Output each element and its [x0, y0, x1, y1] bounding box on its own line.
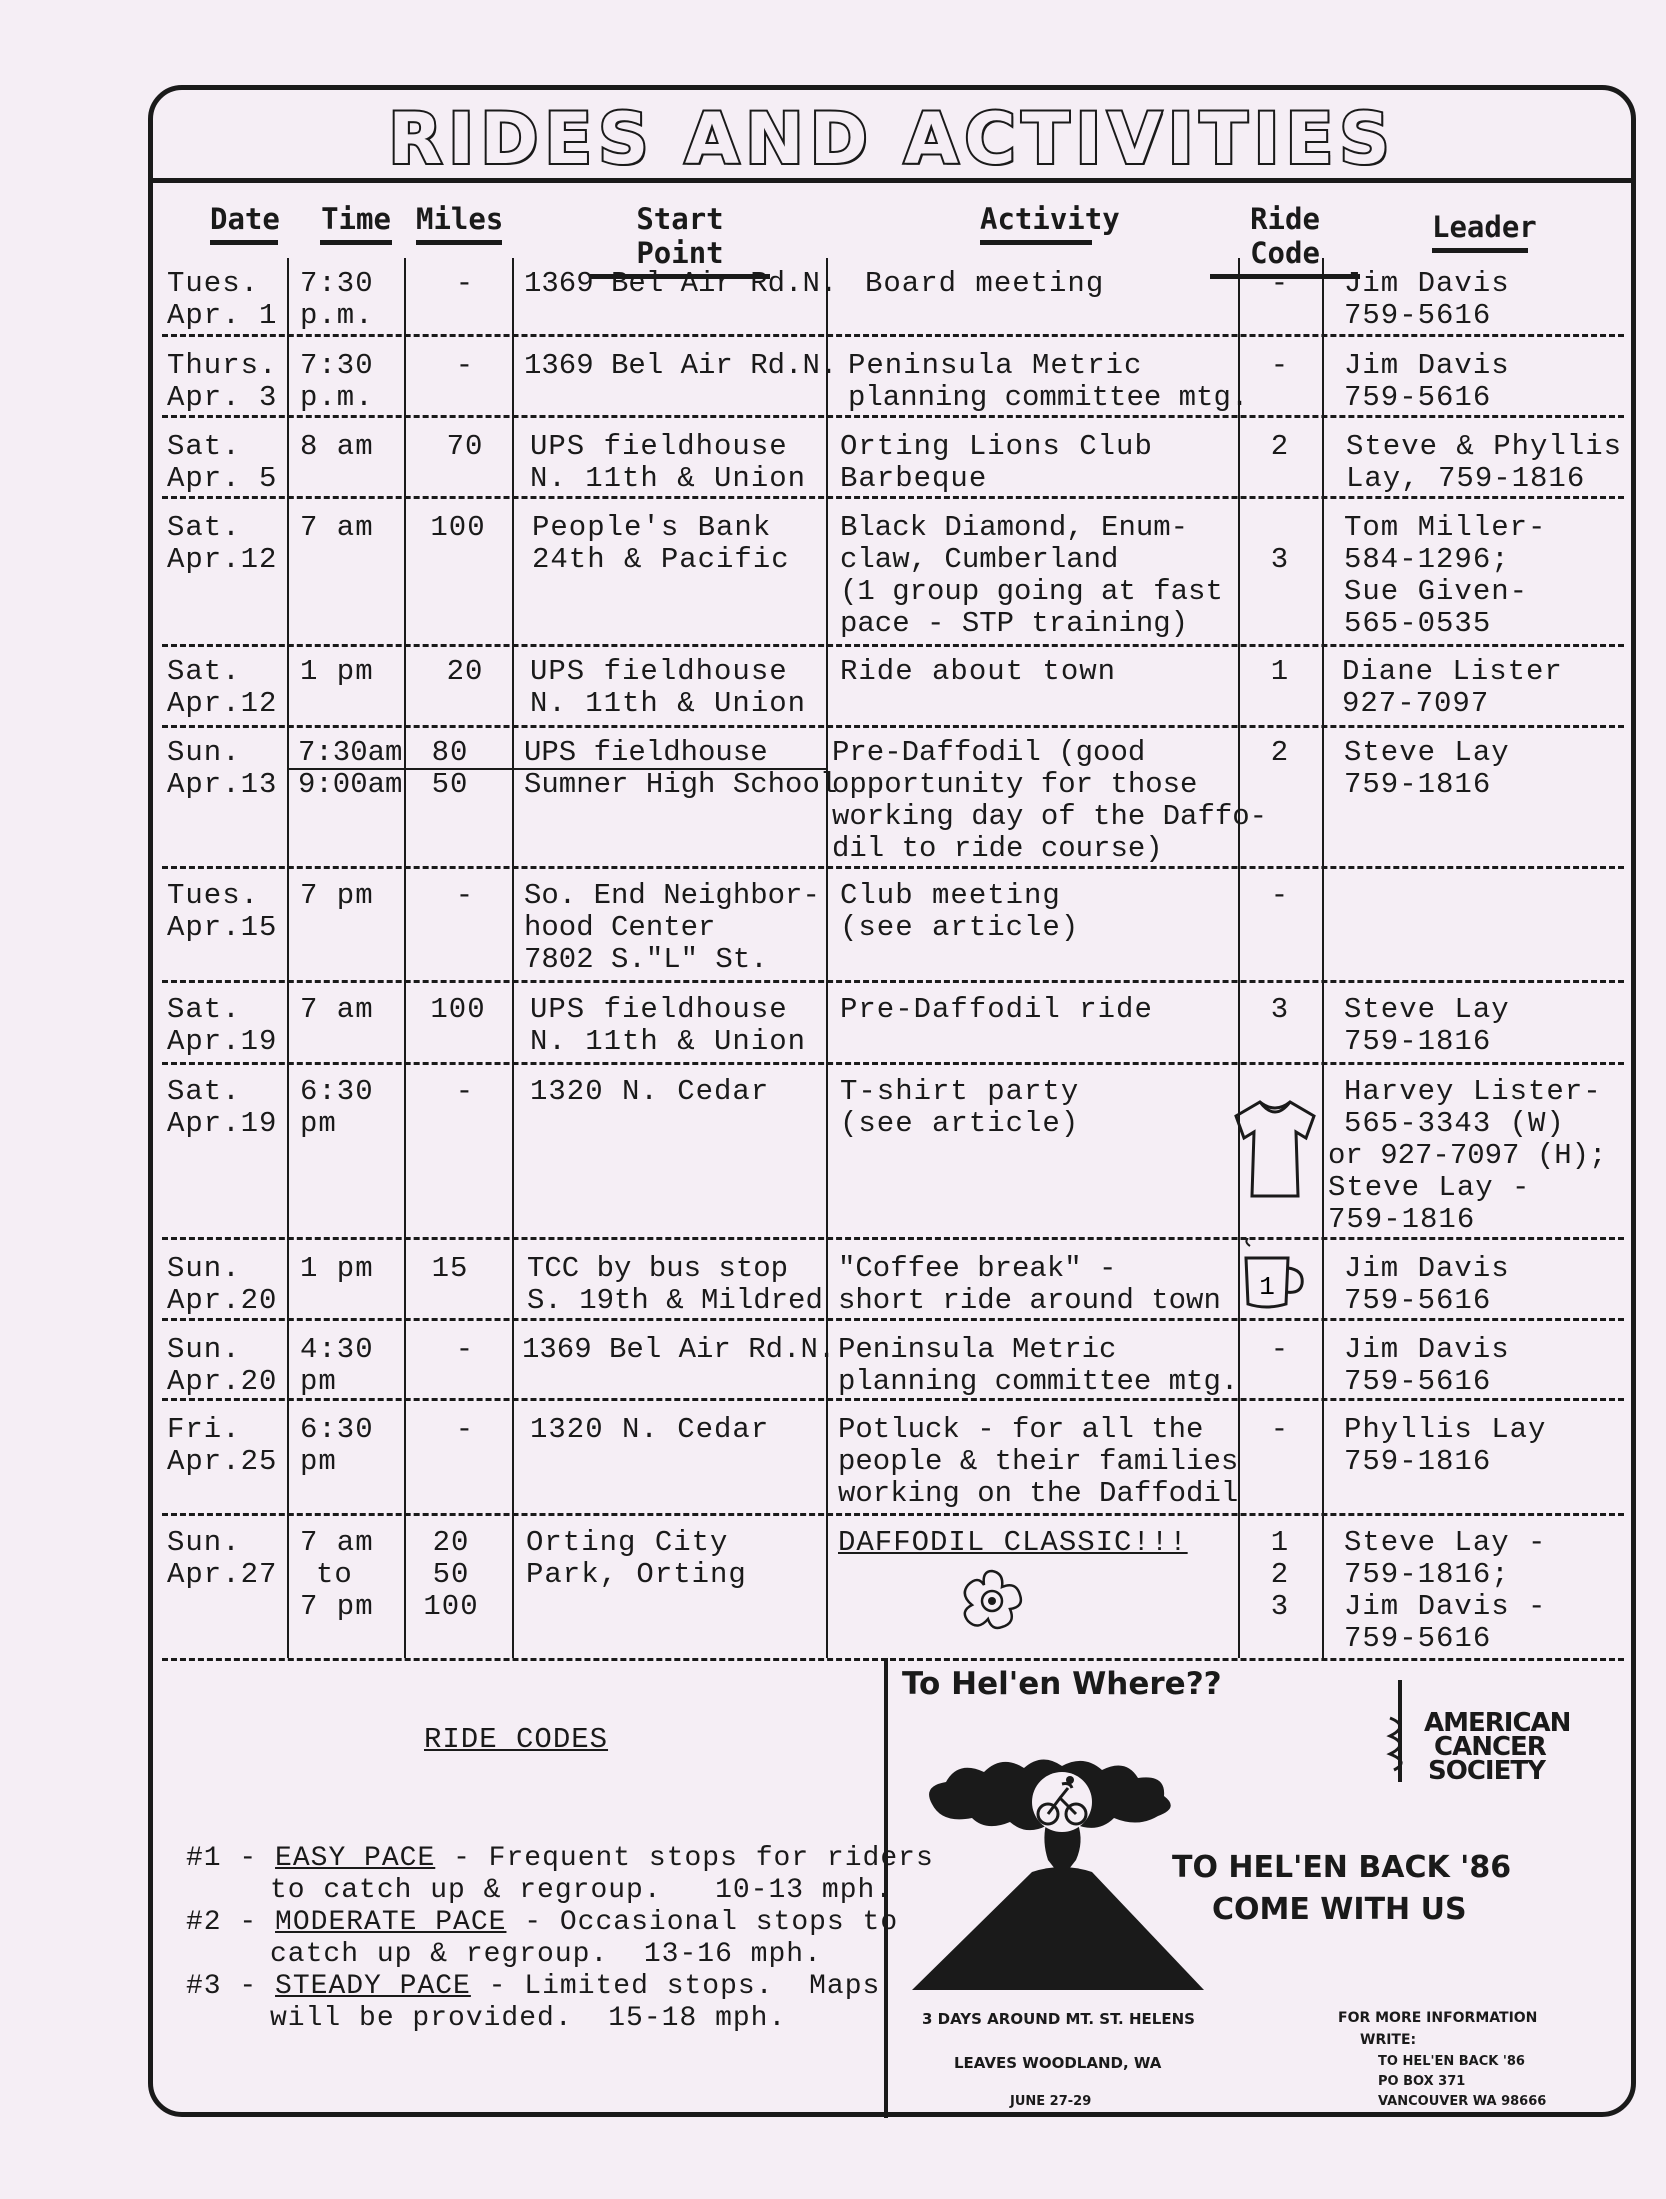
start-line: So. End Neighbor- [524, 879, 820, 912]
row7-code: - [1270, 879, 1290, 912]
col-line [404, 258, 406, 1658]
row5-miles: 20 [446, 655, 484, 688]
row10-leader [1344, 1253, 1510, 1317]
row1-leader [1344, 268, 1510, 332]
row-divider [162, 644, 1624, 647]
ad-contact-3: TO HEL'EN BACK '86 [1378, 2054, 1525, 2069]
row11-time [300, 1334, 374, 1398]
row10-time: 1 pm [300, 1252, 374, 1285]
row2-code: - [1270, 349, 1290, 382]
activity-line: pace - STP training) [840, 607, 1189, 640]
date-day: Sun. [167, 1526, 241, 1559]
start-line: Park, Orting [526, 1558, 747, 1591]
row-divider [162, 866, 1624, 869]
row8-time: 7 am [300, 993, 374, 1026]
row13-miles [408, 1527, 494, 1623]
header-start-point: Start Point [590, 202, 770, 279]
code-name: STEADY PACE [275, 1971, 471, 2002]
ride-code-3-cont: will be provided. 15-18 mph. [270, 2003, 787, 2034]
date-day: Sun. [167, 736, 241, 769]
date-day: Sat. [167, 993, 241, 1026]
header-time: Time [320, 202, 392, 245]
date-day: Sun. [167, 1252, 241, 1285]
row4-code: 3 [1270, 543, 1290, 576]
ad-contact-2: WRITE: [1360, 2032, 1417, 2048]
row3-code: 2 [1270, 430, 1290, 463]
date-day: Apr.19 [167, 1025, 278, 1058]
ad-contact-1: FOR MORE INFORMATION [1338, 2010, 1538, 2026]
row6-miles [420, 737, 480, 801]
row3-start [530, 431, 806, 495]
row9-miles: - [455, 1075, 475, 1108]
row4-start [532, 512, 790, 576]
miles-value: 50 [432, 1558, 470, 1591]
row9-start: 1320 N. Cedar [530, 1075, 770, 1108]
leader-line: Steve Lay - [1328, 1171, 1531, 1204]
caduceus-icon [1382, 1678, 1418, 1788]
header-ride-code: Ride Code [1210, 202, 1360, 279]
activity-line: (see article) [840, 911, 1080, 944]
row8-activity: Pre-Daffodil ride [840, 993, 1153, 1026]
date-day: Sat. [167, 1075, 241, 1108]
date-day: Apr. 5 [167, 462, 278, 495]
row9-activity [840, 1076, 1079, 1140]
row3-date [167, 431, 277, 495]
miles-value: 80 [431, 736, 469, 769]
row8-leader [1344, 994, 1510, 1058]
leader-line: 759-5616 [1344, 1622, 1492, 1655]
row5-date [167, 656, 277, 720]
col-line [826, 258, 828, 1658]
row5-time: 1 pm [300, 655, 374, 688]
ad-contact-5: VANCOUVER WA 98666 [1378, 2094, 1547, 2109]
row8-miles: 100 [430, 993, 486, 1026]
activity-line: Potluck - for all the [838, 1413, 1204, 1446]
row7-date [167, 880, 277, 944]
row10-date [167, 1253, 277, 1317]
leader-line: 927-7097 [1342, 687, 1490, 720]
leader-line: Jim Davis [1344, 349, 1510, 382]
cancer-society-logo [1382, 1678, 1582, 1788]
row4-date [167, 512, 277, 576]
row4-leader [1344, 512, 1546, 640]
date-day: Sun. [167, 1333, 241, 1366]
row-divider [162, 1658, 1624, 1661]
daffodil-icon [956, 1565, 1028, 1637]
org-line-2: CANCER [1434, 1732, 1546, 1762]
code-value: 3 [1270, 1590, 1290, 1623]
leader-line: Steve Lay [1344, 736, 1510, 769]
leader-line: Diane Lister [1342, 655, 1563, 688]
ride-code-1 [186, 1843, 934, 1875]
date-day: Sat. [167, 430, 241, 463]
leader-line: 759-1816 [1344, 1445, 1492, 1478]
activity-line: Black Diamond, Enum- [840, 511, 1189, 544]
time-value: to [316, 1558, 353, 1591]
row13-leader [1344, 1527, 1546, 1655]
time-value: 4:30 [300, 1333, 374, 1366]
activity-line: Orting Lions Club [840, 430, 1153, 463]
start-line: N. 11th & Union [530, 687, 807, 720]
row3-miles: 70 [446, 430, 484, 463]
row11-miles: - [455, 1333, 475, 1366]
row-divider [162, 1398, 1624, 1401]
leader-line: 759-5616 [1344, 1365, 1492, 1398]
date-day: Apr.13 [167, 768, 278, 801]
leader-line: Tom Miller- [1344, 511, 1547, 544]
leader-line: 759-1816 [1328, 1203, 1476, 1236]
code-desc: - Frequent stops for riders [435, 1843, 934, 1874]
miles-value: 100 [423, 1590, 479, 1623]
row11-code: - [1270, 1333, 1290, 1366]
row10-activity [838, 1253, 1221, 1317]
row10-miles: 15 [431, 1252, 469, 1285]
leader-line: 759-5616 [1344, 1284, 1492, 1317]
activity-line: "Coffee break" - [838, 1252, 1117, 1285]
date-day: Thurs. [167, 349, 278, 382]
row9-time [300, 1076, 374, 1140]
row3-time: 8 am [300, 430, 374, 463]
row1-activity: Board meeting [865, 267, 1105, 300]
activity-line: planning committee mtg. [848, 381, 1249, 414]
ad-info-3: JUNE 27-29 [1010, 2094, 1092, 2109]
mug-label: 1 [1259, 1272, 1275, 1302]
time-value: 7:30 [300, 349, 374, 382]
date-day: Apr. 1 [167, 299, 278, 332]
row10-start [527, 1253, 823, 1317]
row-divider [162, 496, 1624, 499]
ad-headline: To Hel'en Where?? [902, 1666, 1222, 1702]
row12-miles: - [455, 1413, 475, 1446]
row12-date [167, 1414, 277, 1478]
header-leader: Leader [1432, 210, 1528, 253]
date-day: Apr.19 [167, 1107, 278, 1140]
org-line-3: SOCIETY [1428, 1756, 1545, 1786]
row7-start [524, 880, 820, 976]
row11-date [167, 1334, 277, 1398]
row1-start: 1369 Bel Air Rd.N. [524, 267, 838, 300]
ride-code-1-cont: to catch up & regroup. 10-13 mph. [270, 1875, 894, 1906]
row8-date [167, 994, 277, 1058]
leader-line: 565-3343 (W) [1344, 1107, 1565, 1140]
row2-date [167, 350, 277, 414]
leader-line: Steve Lay [1344, 993, 1510, 1026]
leader-line: Jim Davis [1344, 1252, 1510, 1285]
time-value: 7:30 [300, 267, 374, 300]
row9-date [167, 1076, 277, 1140]
leader-line: 759-1816; [1344, 1558, 1510, 1591]
time-value: 6:30 [300, 1413, 374, 1446]
row-divider [162, 725, 1624, 728]
activity-line: Club meeting [840, 879, 1061, 912]
coffee-mug-icon [1236, 1238, 1312, 1314]
row4-activity [840, 512, 1223, 640]
code-desc: - Limited stops. Maps [470, 1971, 881, 2002]
time-value: p.m. [300, 381, 374, 414]
leader-line: or 927-7097 (H); [1328, 1139, 1607, 1172]
row2-leader [1344, 350, 1510, 414]
activity-line: working day of the Daffo- [832, 800, 1268, 833]
row13-date [167, 1527, 277, 1591]
row3-activity [840, 431, 1153, 495]
row12-activity [838, 1414, 1238, 1510]
leader-line: Lay, 759-1816 [1346, 462, 1586, 495]
start-line: Orting City [526, 1526, 729, 1559]
row4-miles: 100 [430, 511, 486, 544]
code-number: #1 - [186, 1843, 258, 1874]
row1-miles: - [455, 267, 475, 300]
ad-slogan-2: COME WITH US [1212, 1892, 1467, 1927]
leader-line: 759-5616 [1344, 299, 1492, 332]
row-divider [162, 980, 1624, 983]
date-day: Apr.27 [167, 1558, 278, 1591]
row6-time [298, 737, 402, 801]
leader-line: 759-1816 [1344, 1025, 1492, 1058]
date-day: Apr.12 [167, 543, 278, 576]
activity-line: Peninsula Metric [848, 349, 1143, 382]
col-line [1322, 258, 1324, 1658]
activity-line: opportunity for those [832, 768, 1198, 801]
ride-codes-title: RIDE CODES [424, 1723, 609, 1756]
code-desc: - Occasional stops to [506, 1907, 899, 1938]
activity-line: Barbeque [840, 462, 988, 495]
row13-time [300, 1527, 374, 1623]
leader-line: Jim Davis [1344, 1333, 1510, 1366]
row5-code: 1 [1270, 655, 1290, 688]
row-divider [162, 1062, 1624, 1065]
row12-start: 1320 N. Cedar [530, 1413, 770, 1446]
activity-line: (see article) [840, 1107, 1080, 1140]
row8-start [530, 994, 806, 1058]
row11-leader [1344, 1334, 1510, 1398]
start-line: N. 11th & Union [530, 462, 807, 495]
code-value: 2 [1270, 1558, 1290, 1591]
ride-code-3 [186, 1971, 880, 2003]
start-line: S. 19th & Mildred [527, 1284, 823, 1317]
activity-line: claw, Cumberland [840, 543, 1119, 576]
row11-activity [838, 1334, 1238, 1398]
date-day: Sat. [167, 655, 241, 688]
date-day: Apr. 3 [167, 381, 278, 414]
code-number: #2 - [186, 1907, 258, 1938]
row4-time: 7 am [300, 511, 374, 544]
leader-line: Sue Given- [1344, 575, 1529, 608]
row11-start: 1369 Bel Air Rd.N. [522, 1333, 836, 1366]
row-divider [162, 1237, 1624, 1240]
col-line [512, 258, 514, 1658]
activity-line: T-shirt party [840, 1075, 1080, 1108]
ride-code-2 [186, 1907, 898, 1939]
row7-miles: - [455, 879, 475, 912]
time-value: 7 pm [300, 1590, 374, 1623]
row7-activity [840, 880, 1079, 944]
row5-leader [1342, 656, 1563, 720]
activity-line: planning committee mtg. [838, 1365, 1239, 1398]
leader-line: Harvey Lister- [1344, 1075, 1602, 1108]
header-activity: Activity [980, 202, 1092, 245]
start-line: UPS fieldhouse [530, 993, 788, 1026]
row2-start: 1369 Bel Air Rd.N. [524, 349, 838, 382]
row2-activity [848, 350, 1248, 414]
ad-info-1: 3 DAYS AROUND MT. ST. HELENS [922, 2010, 1195, 2028]
code-number: #3 - [186, 1971, 258, 2002]
row-divider [162, 334, 1624, 337]
row3-leader [1346, 431, 1622, 495]
row6-start [524, 737, 837, 801]
leader-line: Jim Davis - [1344, 1590, 1547, 1623]
miles-value: 20 [432, 1526, 470, 1559]
leader-line: Steve & Phyllis [1346, 430, 1623, 463]
start-line: UPS fieldhouse [530, 430, 788, 463]
time-value: 6:30 [300, 1075, 374, 1108]
time-value: pm [300, 1445, 337, 1478]
row8-code: 3 [1270, 993, 1290, 1026]
row9-leader [1328, 1076, 1606, 1236]
page-title: RIDES AND ACTIVITIES [388, 98, 1396, 180]
code-name: EASY PACE [275, 1843, 436, 1874]
time-value: p.m. [300, 299, 374, 332]
leader-line: Jim Davis [1344, 267, 1510, 300]
row6-leader [1344, 737, 1510, 801]
date-day: Apr.20 [167, 1365, 278, 1398]
row13-start [526, 1527, 747, 1591]
leader-line: Phyllis Lay [1344, 1413, 1547, 1446]
row13-code [1240, 1527, 1320, 1623]
date-day: Apr.15 [167, 911, 278, 944]
row2-miles: - [455, 349, 475, 382]
leader-line: Steve Lay - [1344, 1526, 1547, 1559]
activity-line: (1 group going at fast [840, 575, 1223, 608]
row1-date [167, 268, 277, 332]
row2-time [300, 350, 374, 414]
miles-value: 50 [431, 768, 469, 801]
row6-activity [832, 737, 1267, 865]
activity-line: working on the Daffodil [838, 1477, 1239, 1510]
start-line: Sumner High School [524, 768, 838, 801]
row-divider [162, 1513, 1624, 1516]
code-name: MODERATE PACE [275, 1907, 507, 1938]
row12-time [300, 1414, 374, 1478]
tshirt-icon [1230, 1092, 1320, 1202]
mt-st-helens-icon [912, 1752, 1212, 1998]
row7-time: 7 pm [300, 879, 374, 912]
row5-activity: Ride about town [840, 655, 1117, 688]
start-line: People's Bank [532, 511, 772, 544]
ride-code-2-cont: catch up & regroup. 13-16 mph. [270, 1939, 822, 1970]
start-line: UPS fieldhouse [524, 736, 768, 769]
row5-start [530, 656, 806, 720]
activity-line: short ride around town [838, 1284, 1221, 1317]
activity-line: dil to ride course) [832, 832, 1163, 865]
time-value: pm [300, 1365, 337, 1398]
time-value: 7 am [300, 1526, 374, 1559]
date-day: Apr.25 [167, 1445, 278, 1478]
code-value: 1 [1270, 1526, 1290, 1559]
date-day: Sat. [167, 511, 241, 544]
col-line [1238, 258, 1240, 1658]
row-divider [162, 415, 1624, 418]
ad-contact-4: PO BOX 371 [1378, 2074, 1466, 2089]
row6-date [167, 737, 277, 801]
row13-activity: DAFFODIL CLASSIC!!! [838, 1526, 1188, 1559]
date-day: Tues. [167, 879, 260, 912]
start-line: 24th & Pacific [532, 543, 790, 576]
org-line-1: AMERICAN [1424, 1708, 1571, 1738]
date-day: Fri. [167, 1413, 241, 1446]
start-line: N. 11th & Union [530, 1025, 807, 1058]
ad-slogan-1: TO HEL'EN BACK '86 [1172, 1850, 1512, 1885]
leader-line: 759-1816 [1344, 768, 1492, 801]
activity-line: people & their families [838, 1445, 1239, 1478]
ad-info-2: LEAVES WOODLAND, WA [954, 2054, 1162, 2072]
header-date: Date [210, 202, 278, 245]
leader-line: 759-5616 [1344, 381, 1492, 414]
leader-line: 584-1296; [1344, 543, 1510, 576]
row6-code: 2 [1270, 736, 1290, 769]
start-line: UPS fieldhouse [530, 655, 788, 688]
activity-line: Pre-Daffodil (good [832, 736, 1146, 769]
row-divider [162, 1318, 1624, 1321]
col-line [287, 258, 289, 1658]
header-miles: Miles [416, 202, 502, 245]
row1-code: - [1270, 267, 1290, 300]
time-value: pm [300, 1107, 337, 1140]
date-day: Apr.12 [167, 687, 278, 720]
start-line: 7802 S."L" St. [524, 943, 768, 976]
start-line: TCC by bus stop [527, 1252, 789, 1285]
date-day: Apr.20 [167, 1284, 278, 1317]
row1-time [300, 268, 374, 332]
start-line: hood Center [524, 911, 716, 944]
time-value: 7:30am [298, 736, 403, 769]
time-value: 9:00am [298, 768, 403, 801]
date-day: Tues. [167, 267, 260, 300]
row12-code: - [1270, 1413, 1290, 1446]
leader-line: 565-0535 [1344, 607, 1492, 640]
row12-leader [1344, 1414, 1546, 1478]
activity-line: Peninsula Metric [838, 1333, 1117, 1366]
